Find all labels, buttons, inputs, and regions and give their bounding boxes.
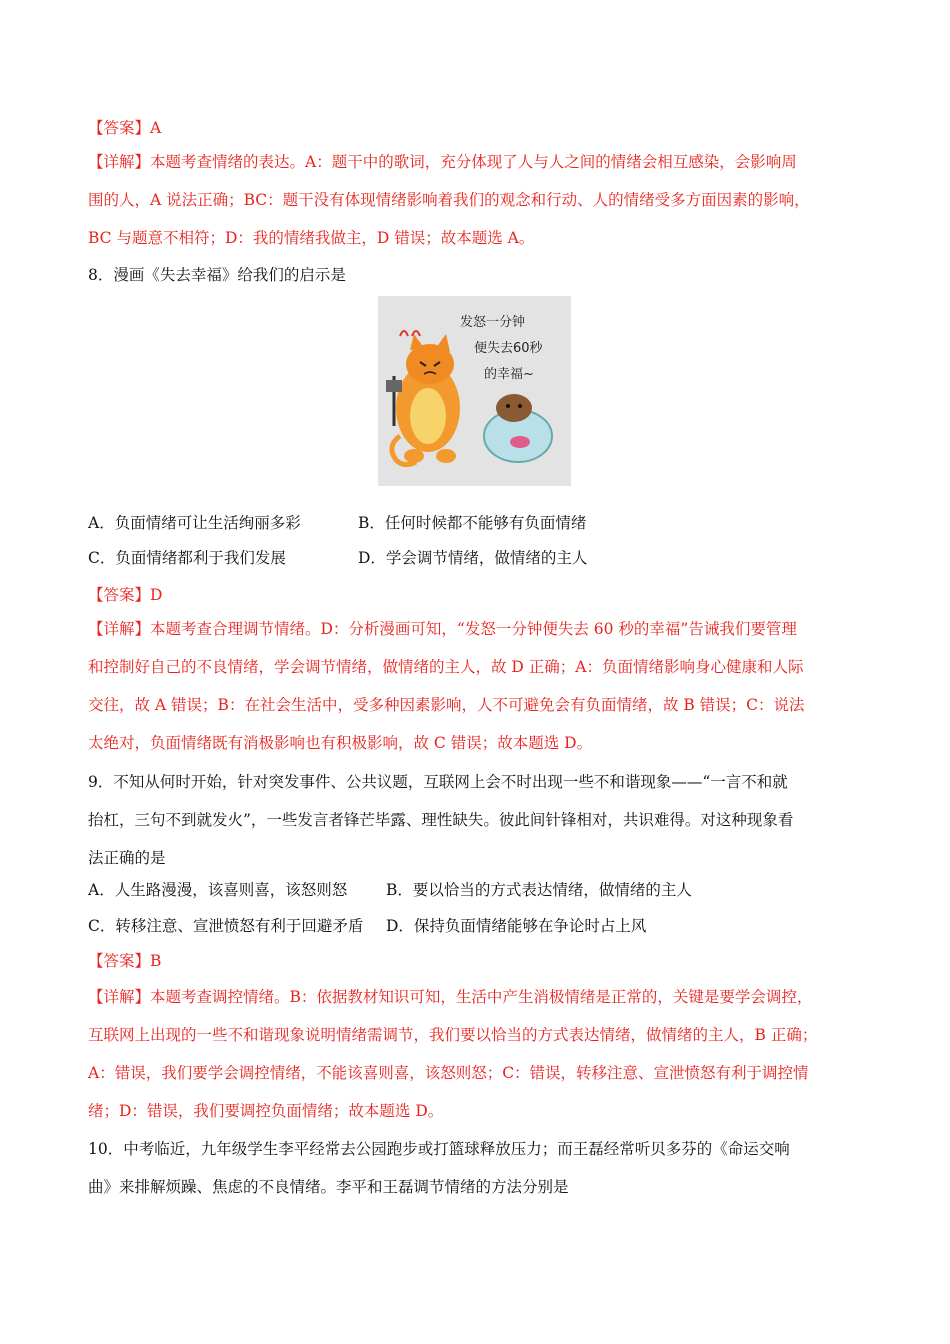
cartoon-caption-line: 发怒一分钟	[460, 315, 526, 330]
q8-option-c: C．负面情绪都利于我们发展	[88, 549, 286, 567]
q8-stem: 8．漫画《失去幸福》给我们的启示是	[88, 266, 346, 284]
q10-stem	[88, 1130, 864, 1206]
q8-explain-line: 【详解】本题考查合理调节情绪。D：分析漫画可知，“发怒一分钟便失去 60 秒的幸福”告诫我们要管理	[88, 620, 797, 638]
cartoon-illustration	[378, 296, 571, 486]
q7-explain-line: BC 与题意不相符；D：我的情绪我做主，D 错误；故本题选 A。	[88, 229, 535, 247]
q9-stem-line: 法正确的是	[88, 849, 166, 867]
q8-explain-line: 交往，故 A 错误；B：在社会生活中，受多种因素影响，人不可避免会有负面情绪，故 B 错误；C：说法	[88, 696, 805, 714]
q8-option-d: D．学会调节情绪，做情绪的主人	[358, 549, 588, 567]
q8-explain-line: 太绝对，负面情绪既有消极影响也有积极影响，故 C 错误；故本题选 D。	[88, 734, 593, 752]
cartoon-image	[378, 296, 571, 486]
q7-explanation	[88, 143, 864, 257]
q10-stem-line: 10．中考临近，九年级学生李平经常去公园跑步或打篮球释放压力；而王磊经常听贝多芬的《命运交响	[88, 1140, 790, 1158]
axe-icon	[386, 380, 402, 392]
q9-stem	[88, 763, 864, 877]
q9-explain-line: 绪；D：错误，我们要调控负面情绪；故本题选 D。	[88, 1102, 444, 1120]
q9-explanation	[88, 978, 864, 1130]
hamster	[496, 394, 532, 422]
q9-explain-line: 【详解】本题考查调控情绪。B：依据教材知识可知，生活中产生消极情绪是正常的，关键是要学会调控，	[88, 988, 813, 1006]
q8-option-a: A．负面情绪可让生活绚丽多彩	[88, 514, 301, 532]
cartoon-caption-line: 便失去60秒	[474, 341, 543, 356]
q9-stem-line: 9．不知从何时开始，针对突发事件、公共议题，互联网上会不时出现一些不和谐现象——“一言不和就	[88, 773, 788, 791]
q7-explain-line: 【详解】本题考查情绪的表达。A：题干中的歌词，充分体现了人与人之间的情绪会相互感染，会影响周	[88, 153, 797, 171]
q7-explain-line: 围的人，A 说法正确；BC：题干没有体现情绪影响着我们的观念和行动、人的情绪受多方面因素的影响，	[88, 191, 810, 209]
q9-option-b: B．要以恰当的方式表达情绪，做情绪的主人	[386, 881, 692, 899]
q7-answer: 【答案】A	[88, 119, 162, 137]
q9-stem-line: 抬杠，三句不到就发火”，一些发言者锋芒毕露、理性缺失。彼此间针锋相对，共识难得。对这种现象看	[88, 811, 794, 829]
q10-stem-line: 曲》来排解烦躁、焦虑的不良情绪。李平和王磊调节情绪的方法分别是	[88, 1178, 569, 1196]
q8-option-b: B．任何时候都不能够有负面情绪	[358, 514, 587, 532]
q8-answer: 【答案】D	[88, 586, 163, 604]
q9-explain-line: 互联网上出现的一些不和谐现象说明情绪需调节，我们要以恰当的方式表达情绪，做情绪的主人，B 正确；	[88, 1026, 818, 1044]
q8-explain-line: 和控制好自己的不良情绪，学会调节情绪，做情绪的主人，故 D 正确；A：负面情绪影响身心健康和人际	[88, 658, 804, 676]
q9-explain-line: A：错误，我们要学会调控情绪，不能该喜则喜，该怒则怒；C：错误，转移注意、宣泄愤怒有利于调控情	[88, 1064, 809, 1082]
q9-option-d: D．保持负面情绪能够在争论时占上风	[386, 917, 647, 935]
q9-option-c: C．转移注意、宣泄愤怒有利于回避矛盾	[88, 917, 364, 935]
q9-option-a: A．人生路漫漫，该喜则喜，该怒则怒	[88, 881, 348, 899]
cartoon-caption-line: 的幸福~	[484, 367, 534, 382]
q9-answer: 【答案】B	[88, 952, 162, 970]
q8-explanation	[88, 610, 864, 762]
